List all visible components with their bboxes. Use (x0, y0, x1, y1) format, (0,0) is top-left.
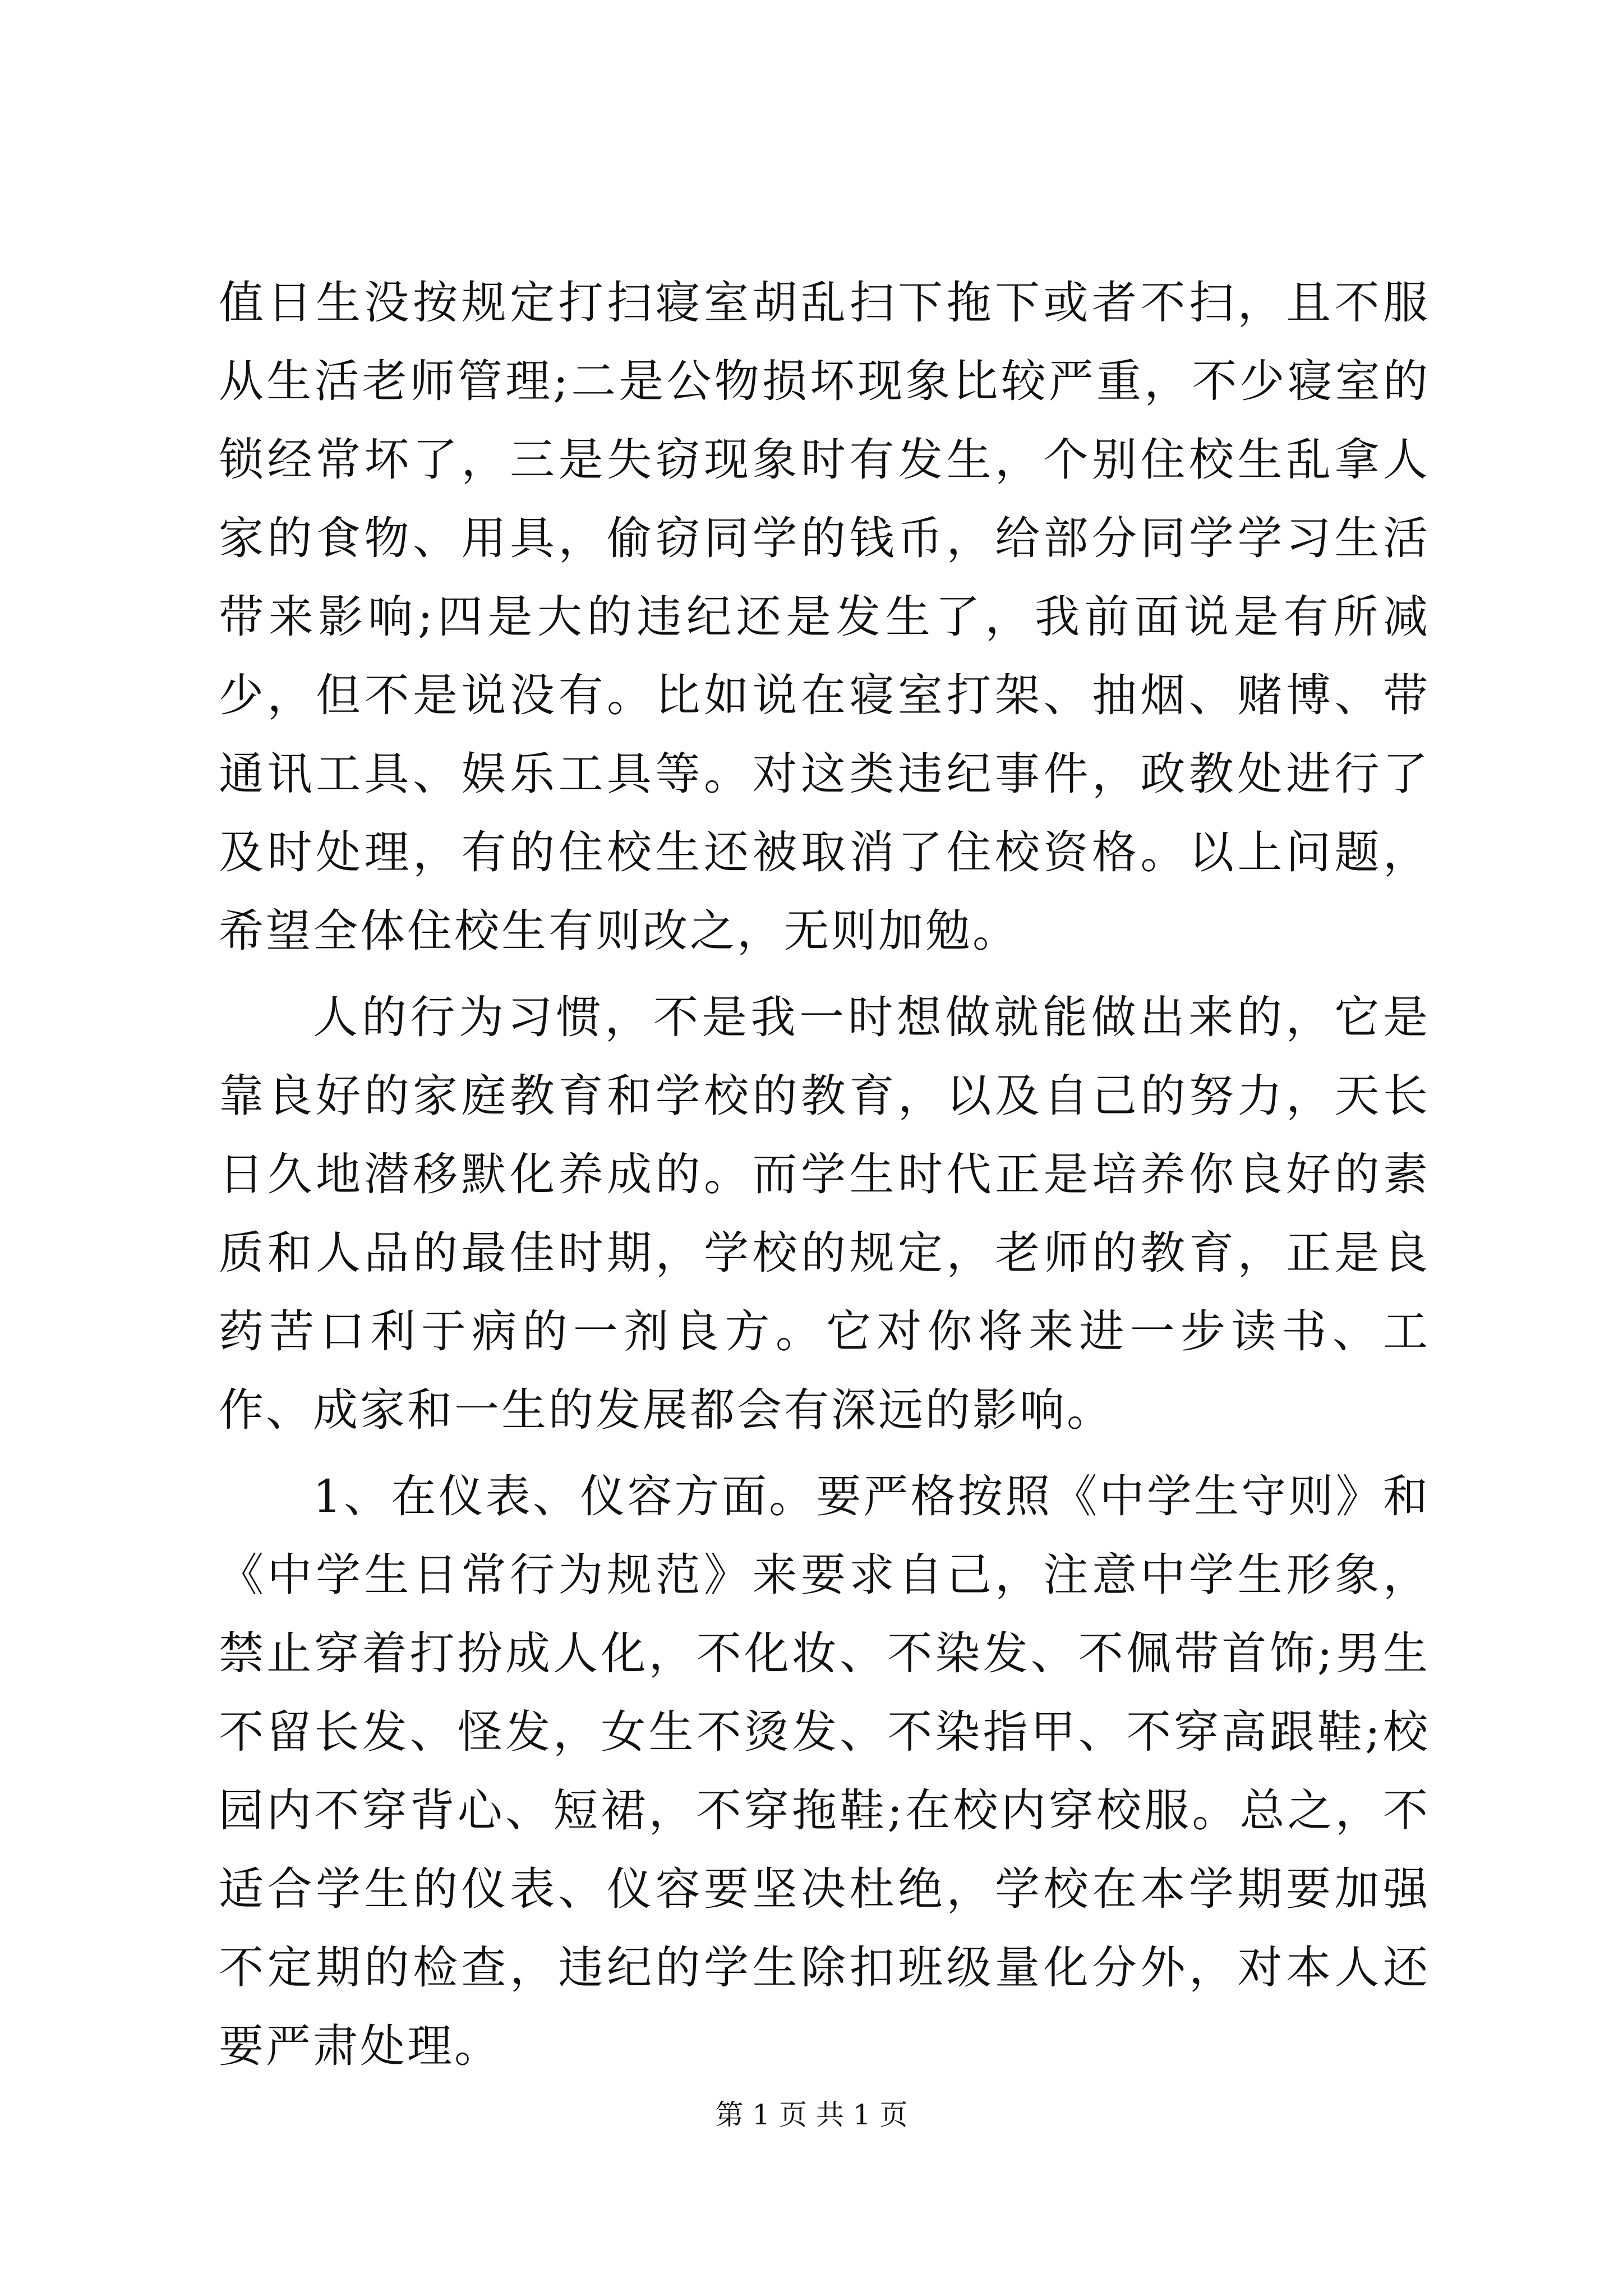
paragraph-appearance-rules: 1、在仪表、仪容方面。要严格按照《中学生守则》和《中学生日常行为规范》来要求自己，注意中学生形象，禁止穿着打扮成人化，不化妆、不染发、不佩带首饰;男生不留长发、怪发，女生不烫发、不染指甲、不穿高跟鞋;校园内不穿背心、短裙，不穿拖鞋;在校内穿校服。总之，不适合学生的仪表、仪容要坚决杜绝，学校在本学期要加强不定期的检查，违纪的学生除扣班级量化分外，对本人还要严肃处理。 (219, 1470, 1430, 2072)
paragraph-habits: 人的行为习惯，不是我一时想做就能做出来的，它是靠良好的家庭教育和学校的教育，以及自己的努力，天长日久地潜移默化养成的。而学生时代正是培养你良好的素质和人品的最佳时期，学校的规定，老师的教育，正是良药苦口利于病的一剂良方。它对你将来进一步读书、工作、成家和一生的发展都会有深远的影响。 (219, 991, 1430, 1436)
page-footer: 第 1 页 共 1 页 (715, 2099, 908, 2131)
paragraph-continued: 值日生没按规定打扫寝室胡乱扫下拖下或者不扫，且不服从生活老师管理;二是公物损坏现象比较严重，不少寝室的锁经常坏了，三是失窃现象时有发生，个别住校生乱拿人家的食物、用具，偷窃同学的钱币，给部分同学学习生活带来影响;四是大的违纪还是发生了，我前面说是有所减少，但不是说没有。比如说在寝室打架、抽烟、赌博、带通讯工具、娱乐工具等。对这类违纪事件，政教处进行了及时处理，有的住校生还被取消了住校资格。以上问题，希望全体住校生有则改之，无则加勉。 (219, 277, 1430, 957)
document-body (219, 264, 1430, 2086)
